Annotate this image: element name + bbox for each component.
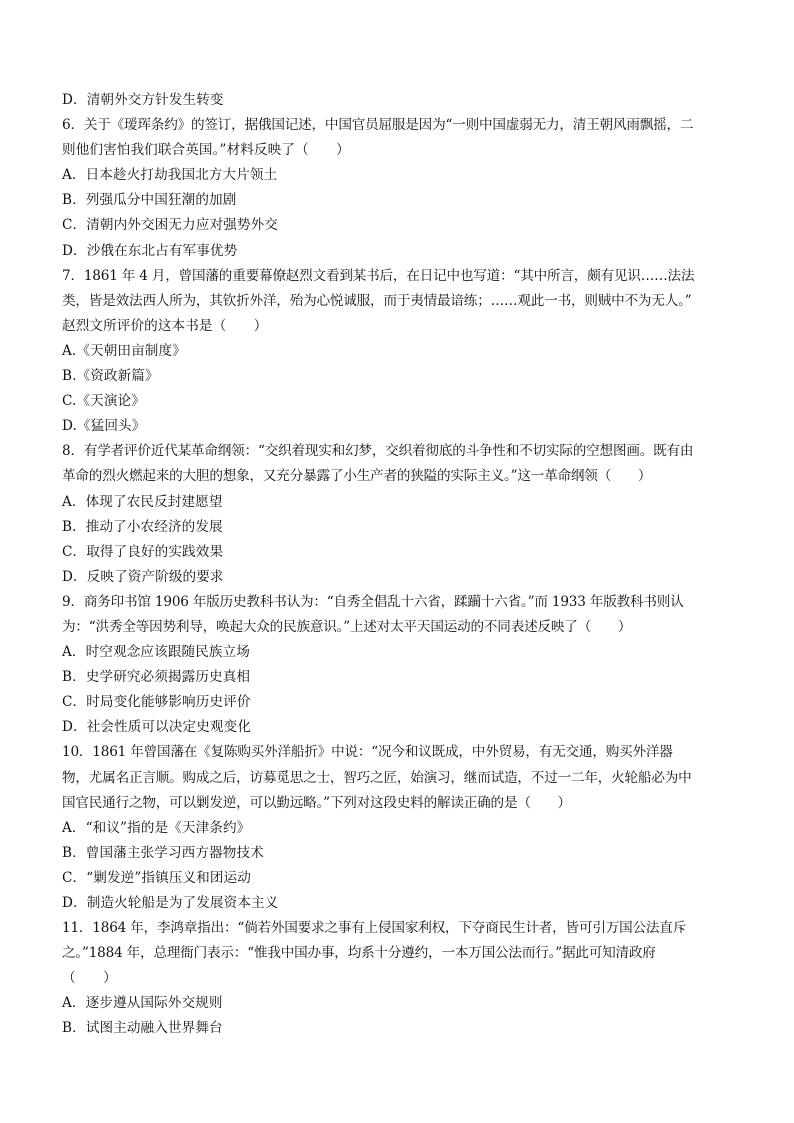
option-d-previous: D．清朝外交方针发生转变	[62, 92, 224, 108]
option-d: D．制造火轮船是为了发展资本主义	[62, 895, 279, 911]
question-stem-line: 7．1861 年 4 月，曾国藩的重要幕僚赵烈文看到某书后，在日记中也写道：“其中所言，颇有见识……法法	[62, 267, 695, 284]
question-stem-line: 物，尤属名正言顺。购成之后，访募觅思之士，智巧之匠，始演习，继而试造，不过一二年，火轮船必为中	[62, 769, 692, 786]
question-stem-line: 10．1861 年曾国藩在《复陈购买外洋船折》中说：“况今和议既成，中外贸易，有无交通，购买外洋器	[62, 744, 673, 761]
question-stem-line: 国官民通行之物，可以剿发逆，可以勤远略。”下列对这段史料的解读正确的是（ ）	[62, 794, 571, 811]
option-c: C．“剿发逆”指镇压义和团运动	[62, 869, 251, 886]
option-d: D．反映了资产阶级的要求	[62, 568, 224, 585]
option-b: B．试图主动融入世界舞台	[62, 1020, 223, 1037]
option-a: A．日本趁火打劫我国北方大片领土	[62, 167, 278, 184]
option-b: B．史学研究必须揭露历史真相	[62, 669, 251, 686]
question-stem-line: 6．关于《瑷珲条约》的签订，据俄国记述，中国官员屈服是因为“一则中国虚弱无力，清王朝风雨飘摇，二	[62, 117, 694, 134]
document-page	[62, 88, 737, 1042]
option-d: D．社会性质可以决定史观变化	[62, 719, 252, 736]
option-a: A．体现了农民反封建愿望	[62, 493, 223, 510]
question-6	[62, 113, 737, 264]
option-c: C．清朝内外交困无力应对强势外交	[62, 217, 278, 234]
question-stem-line: 为：“洪秀全等因势利导，唤起大众的民族意识。”上述对太平天国运动的不同表述反映了（ ）	[62, 618, 632, 635]
option-a: A.《天朝田亩制度》	[62, 342, 186, 359]
option-a: A．“和议”指的是《天津条约》	[62, 819, 251, 836]
option-c: C.《天演论》	[62, 393, 145, 410]
option-a: A．逐步遵从国际外交规则	[62, 995, 223, 1012]
option-d: D.《猛回头》	[62, 418, 146, 435]
question-9	[62, 590, 737, 741]
question-10	[62, 740, 737, 916]
question-8	[62, 439, 737, 590]
question-11	[62, 916, 737, 1041]
option-b: B．列强瓜分中国狂潮的加剧	[62, 192, 237, 209]
question-stem-line: 8．有学者评价近代某革命纲领：“交织着现实和幻梦，交织着彻底的斗争性和不切实际的空想图画。既有由	[62, 443, 694, 460]
question-stem-line: 赵烈文所评价的这本书是（ ）	[62, 317, 268, 334]
question-stem-line: 9．商务印书馆 1906 年版历史教科书认为：“自秀全倡乱十六省，蹂躏十六省。”而 1933 年版教科书则认	[62, 593, 684, 610]
option-c: C．取得了良好的实践效果	[62, 543, 224, 560]
question-stem-line: 11．1864 年，李鸿章指出：“倘若外国要求之事有上侵国家利权，下夺商民生计者，皆可引万国公法直斥	[62, 920, 687, 937]
question-stem-line: 之。”1884 年，总理衙门表示：“惟我中国办事，均系十分遵约，一本万国公法而行。”据此可知清政府	[62, 945, 656, 962]
option-b: B．曾国藩主张学习西方器物技术	[62, 844, 264, 861]
option-c: C．时局变化能够影响历史评价	[62, 694, 251, 711]
question-stem-line: 则他们害怕我们联合英国。”材料反映了（ ）	[62, 142, 350, 159]
question-stem-line: 革命的烈火燃起来的大胆的想象，又充分暴露了小生产者的狭隘的实际主义。”这一革命纲领（ ）	[62, 468, 652, 485]
question-stem-line: 类，皆是效法西人所为，其钦折外洋，殆为心悦诚服，而于夷情最谙练；……观此一书，则贼中不为无人。”	[62, 292, 692, 309]
question-7	[62, 264, 737, 440]
question-stem-line: （ ）	[62, 970, 117, 987]
option-d: D．沙俄在东北占有军事优势	[62, 242, 238, 259]
option-a: A．时空观念应该跟随民族立场	[62, 644, 250, 661]
option-b: B.《资政新篇》	[62, 368, 159, 385]
option-b: B．推动了小农经济的发展	[62, 518, 223, 535]
